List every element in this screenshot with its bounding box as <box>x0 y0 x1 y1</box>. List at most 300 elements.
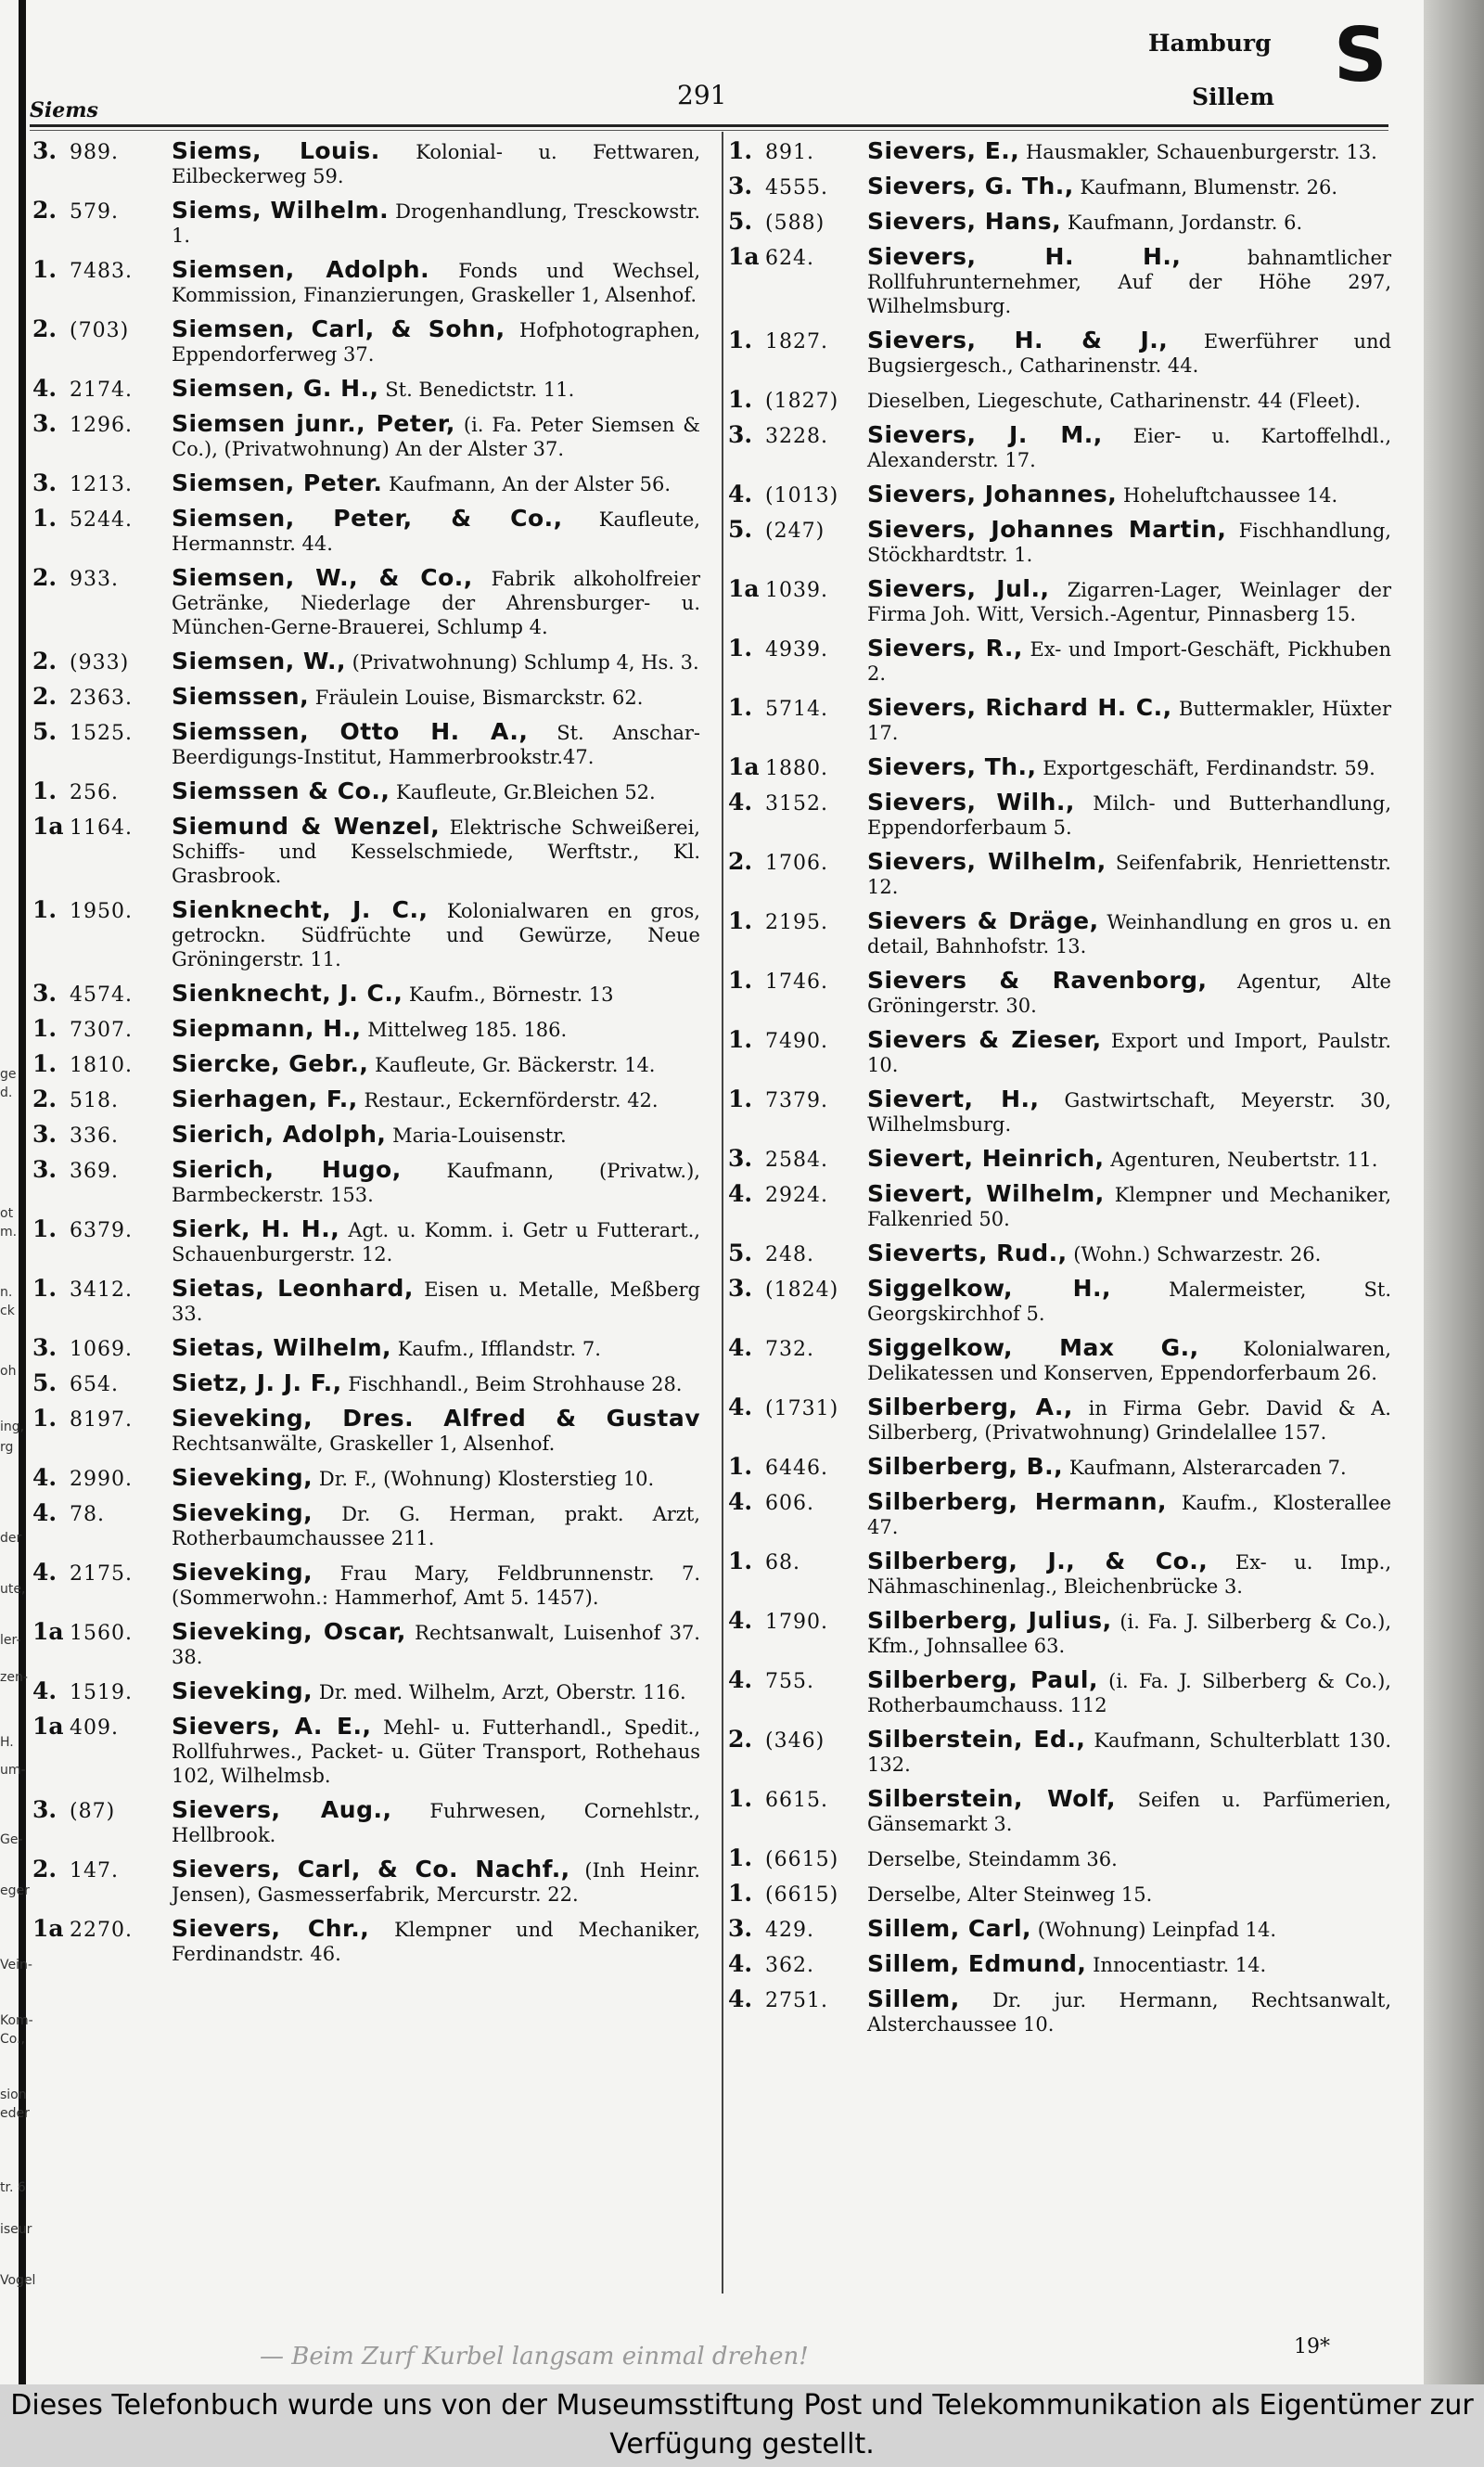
entry-phone-block <box>32 1407 170 1433</box>
entry-phone-block <box>32 317 170 343</box>
entry-name: Siemsen, Carl, & Sohn, <box>172 315 505 342</box>
entry-phone-number: 4939. <box>765 638 828 662</box>
entry-name: Sievert, Heinrich, <box>867 1145 1105 1172</box>
entry-phone-block <box>32 1679 170 1705</box>
left-column <box>32 139 700 1976</box>
entry-details: Restaur., Eckernförderstr. 42. <box>364 1089 659 1111</box>
directory-entry <box>728 388 1391 413</box>
entry-listing <box>172 412 700 461</box>
entry-phone-block <box>728 1952 865 1978</box>
entry-details: Kaufmann, Alsterarcaden 7. <box>1068 1457 1347 1479</box>
gutter-fragment: n. <box>0 1285 13 1300</box>
directory-entry <box>32 471 700 496</box>
entry-exchange-office: 4. <box>728 1987 753 2012</box>
entry-exchange-office: 1a <box>728 755 760 780</box>
entry-phone-number: 256. <box>70 781 119 804</box>
entry-name: Siemsen, W., & Co., <box>172 564 473 591</box>
entry-name: Siemsen, Peter, & Co., <box>172 505 563 532</box>
directory-entry <box>32 1158 700 1207</box>
gutter-fragment: sion <box>0 2088 27 2102</box>
entry-name: Siemsen, Adolph. <box>172 256 430 283</box>
entry-phone-block <box>728 245 865 271</box>
entry-details: Hausmakler, Schauenburgerstr. 13. <box>1025 141 1377 163</box>
entry-phone-block <box>728 1609 865 1635</box>
directory-entry <box>32 982 700 1007</box>
entry-listing <box>172 685 700 710</box>
entry-phone-block <box>728 850 865 876</box>
entry-listing <box>867 1490 1391 1539</box>
entry-details: Fonds und Wechsel, Kommission, Finanzierungen, Graskeller 1, Alsenhof. <box>172 260 700 306</box>
entry-name: Sievers & Zieser, <box>867 1026 1102 1053</box>
entry-exchange-office: 1. <box>32 507 58 532</box>
entry-phone-number: 8197. <box>70 1408 133 1432</box>
entry-exchange-office: 1. <box>728 636 753 662</box>
entry-phone-number: 624. <box>765 247 814 270</box>
entry-details: (Inh Heinr. Jensen), Gasmesserfabrik, Mercurstr. 22. <box>172 1859 700 1906</box>
entry-exchange-office: 1. <box>32 779 58 804</box>
entry-listing <box>867 577 1391 626</box>
entry-listing <box>867 1241 1391 1266</box>
entry-phone-number: 1706. <box>765 852 828 875</box>
directory-entry <box>728 696 1391 745</box>
entry-listing <box>867 969 1391 1018</box>
entry-phone-number: 1790. <box>765 1611 828 1634</box>
directory-entry <box>32 1052 700 1077</box>
entry-phone-block <box>32 1371 170 1397</box>
entry-phone-block <box>728 1549 865 1575</box>
directory-entry <box>728 1728 1391 1777</box>
entry-listing <box>867 696 1391 745</box>
entry-exchange-office: 2. <box>32 685 58 710</box>
entry-phone-block <box>32 1277 170 1303</box>
entry-exchange-office: 1. <box>32 1217 58 1242</box>
entry-phone-number: 2924. <box>765 1184 828 1207</box>
entry-exchange-office: 1a <box>32 815 64 840</box>
entry-listing <box>867 1728 1391 1777</box>
entry-listing <box>867 1277 1391 1326</box>
entry-name: Sievers, Carl, & Co. Nachf., <box>172 1856 570 1882</box>
entry-listing <box>172 1407 700 1456</box>
entry-details: Derselbe, Alter Steinweg 15. <box>867 1883 1153 1906</box>
entry-name: Sierk, H. H., <box>172 1215 340 1242</box>
entry-exchange-office: 5. <box>728 210 753 235</box>
entry-details: Klempner und Mechaniker, Falkenried 50. <box>867 1184 1391 1230</box>
entry-listing <box>172 471 700 496</box>
entry-phone-number: 1525. <box>70 722 133 745</box>
directory-entry <box>728 1241 1391 1266</box>
entry-name: Sievers, Jul., <box>867 575 1050 602</box>
entry-listing <box>867 210 1391 235</box>
right-column <box>728 139 1391 2047</box>
entry-exchange-office: 4. <box>32 1561 58 1586</box>
entry-details: Fabrik alkoholfreier Getränke, Niederlage der Ahrensburger- u. München-Gerne-Brauerei, Schlump 4. <box>172 568 700 638</box>
directory-entry <box>728 1028 1391 1077</box>
entry-listing <box>867 1917 1391 1942</box>
entry-details: Kaufmann, Schulterblatt 130. 132. <box>867 1729 1391 1776</box>
entry-phone-block <box>32 779 170 805</box>
directory-entry <box>32 1407 700 1456</box>
entry-phone-number: 2195. <box>765 911 828 934</box>
entry-exchange-office: 4. <box>728 1336 753 1361</box>
entry-listing <box>867 423 1391 472</box>
entry-name: Sietas, Wilhelm, <box>172 1334 392 1361</box>
entry-phone-number: 5714. <box>765 698 828 721</box>
entry-name: Sievers, A. E., <box>172 1713 372 1740</box>
entry-name: Siemsen, G. H., <box>172 375 379 402</box>
entry-phone-block <box>728 1728 865 1754</box>
entry-phone-number: (6615) <box>765 1883 839 1907</box>
entry-listing <box>867 1668 1391 1717</box>
entry-details: Kaufm., Klosterallee 47. <box>867 1492 1391 1538</box>
entry-name: Sieveking, <box>172 1499 313 1526</box>
entry-name: Sievers, Richard H. C., <box>867 694 1172 721</box>
entry-details: (Privatwohnung) Schlump 4, Hs. 3. <box>352 651 699 674</box>
entry-listing <box>172 1277 700 1326</box>
entry-phone-number: 755. <box>765 1670 814 1693</box>
entry-details: bahnamtlicher Rollfuhrunternehmer, Auf der Höhe 297, Wilhelmsburg. <box>867 247 1391 317</box>
entry-phone-number: 2175. <box>70 1562 133 1586</box>
entry-details: Dr. F., (Wohnung) Klosterstieg 10. <box>318 1468 655 1490</box>
directory-entry <box>728 174 1391 199</box>
entry-phone-block <box>728 1917 865 1943</box>
entry-details: Kaufmann, Blumenstr. 26. <box>1080 176 1338 199</box>
entry-name: Sierich, Hugo, <box>172 1156 402 1183</box>
entry-listing <box>867 174 1391 199</box>
directory-entry <box>32 507 700 556</box>
entry-name: Siepmann, H., <box>172 1015 362 1042</box>
directory-entry <box>728 1609 1391 1658</box>
entry-exchange-office: 3. <box>32 1123 58 1148</box>
entry-details: Eier- u. Kartoffelhdl., Alexanderstr. 17. <box>867 425 1391 471</box>
directory-entry <box>728 1395 1391 1445</box>
entry-details: Malermeister, St. Georgskirchhof 5. <box>867 1278 1391 1325</box>
directory-entry <box>728 1917 1391 1942</box>
entry-listing <box>867 1028 1391 1077</box>
entry-details: Zigarren-Lager, Weinlager der Firma Joh. Witt, Versich.-Agentur, Pinnasberg 15. <box>867 579 1391 625</box>
entry-details: Elektrische Schweißerei, Schiffs- und Kesselschmiede, Werftstr., Kl. Grasbrook. <box>172 816 700 887</box>
entry-phone-number: 1827. <box>765 330 828 353</box>
entry-exchange-office: 3. <box>728 174 753 199</box>
entry-phone-block <box>32 685 170 711</box>
entry-phone-number: (703) <box>70 319 130 342</box>
entry-exchange-office: 1. <box>32 1407 58 1432</box>
entry-phone-block <box>32 1052 170 1078</box>
directory-entry <box>32 1917 700 1966</box>
entry-listing <box>172 1798 700 1847</box>
entry-phone-number: 3152. <box>765 792 828 816</box>
entry-name: Sievers, Johannes Martin, <box>867 516 1227 543</box>
entry-phone-block <box>32 1561 170 1587</box>
entry-listing <box>867 1549 1391 1599</box>
entry-name: Sienknecht, J. C., <box>172 980 403 1007</box>
entry-exchange-office: 2. <box>32 566 58 591</box>
entry-name: Siggelkow, Max G., <box>867 1334 1199 1361</box>
entry-details: Kaufleute, Gr. Bäckerstr. 14. <box>375 1054 656 1076</box>
entry-phone-number: 7379. <box>765 1089 828 1112</box>
entry-phone-number: (1824) <box>765 1278 839 1302</box>
entry-listing <box>867 1087 1391 1137</box>
entry-listing <box>172 1857 700 1907</box>
credit-banner: Dieses Telefonbuch wurde uns von der Museumsstiftung Post und Telekommunikation als Eigentümer zur Verfügung gestellt. <box>0 2384 1484 2467</box>
entry-listing <box>172 1501 700 1550</box>
directory-entry <box>32 566 700 639</box>
entry-phone-number: 3412. <box>70 1278 133 1302</box>
directory-entry <box>728 210 1391 235</box>
entry-phone-number: 606. <box>765 1492 814 1515</box>
directory-entry <box>32 1123 700 1148</box>
entry-details: St. Anschar-Beerdigungs-Institut, Hammerbrookstr.47. <box>172 722 700 768</box>
directory-entry <box>32 898 700 971</box>
entry-listing <box>172 1561 700 1610</box>
entry-exchange-office: 3. <box>32 1158 58 1183</box>
entry-name: Sierich, Adolph, <box>172 1121 387 1148</box>
entry-details: Milch- und Butterhandlung, Eppendorferbaum 5. <box>867 792 1391 839</box>
entry-phone-number: 6446. <box>765 1457 828 1480</box>
entry-name: Siemsen, Peter. <box>172 469 383 496</box>
entry-phone-number: (1013) <box>765 484 839 508</box>
directory-entry <box>728 423 1391 472</box>
entry-listing <box>172 1679 700 1704</box>
entry-name: Sievert, Wilhelm, <box>867 1180 1105 1207</box>
entry-details: Dr. jur. Hermann, Rechtsanwalt, Alsterchaussee 10. <box>867 1989 1391 2036</box>
entry-name: Siemssen, Otto H. A., <box>172 718 529 745</box>
entry-phone-number: 7483. <box>70 260 133 283</box>
directory-entry <box>728 1549 1391 1599</box>
entry-details: Fischhandlung, Stöckhardtstr. 1. <box>867 520 1391 566</box>
entry-listing <box>867 1147 1391 1172</box>
gutter-fragment: ot <box>0 1206 14 1221</box>
entry-details: Mittelweg 185. 186. <box>367 1019 568 1041</box>
entry-phone-block <box>728 518 865 544</box>
entry-exchange-office: 1. <box>32 1017 58 1042</box>
entry-exchange-office: 4. <box>728 790 753 816</box>
gutter-fragment: Vogel <box>0 2273 36 2288</box>
entry-exchange-office: 1. <box>728 1455 753 1480</box>
entry-name: Sievers, Th., <box>867 753 1037 780</box>
entry-details: Mehl- u. Futterhandl., Spedit., Rollfuhrwes., Packet- u. Güter Transport, Rothehaus 102, Wilhelmsb. <box>172 1716 700 1787</box>
entry-name: Silberberg, B., <box>867 1453 1064 1480</box>
entry-phone-block <box>32 1620 170 1646</box>
entry-listing <box>172 815 700 888</box>
entry-phone-number: (87) <box>70 1800 116 1823</box>
entry-phone-number: 518. <box>70 1089 119 1112</box>
entry-exchange-office: 1. <box>32 1277 58 1302</box>
entry-listing <box>867 328 1391 378</box>
header-rule-thin <box>30 130 1388 131</box>
entry-listing <box>867 482 1391 508</box>
entry-exchange-office: 3. <box>32 139 58 164</box>
page-edge-shadow <box>1424 0 1484 2384</box>
entry-exchange-office: 4. <box>728 1490 753 1515</box>
entry-exchange-office: 3. <box>728 423 753 448</box>
entry-phone-number: 369. <box>70 1160 119 1183</box>
gutter-fragment: um- <box>0 1763 26 1778</box>
entry-details: Dieselben, Liegeschute, Catharinenstr. 44 (Fleet). <box>867 390 1362 412</box>
entry-listing <box>867 1952 1391 1977</box>
entry-details: Ex- u. Imp., Nähmaschinenlag., Bleichenbrücke 3. <box>867 1551 1392 1598</box>
entry-phone-number: (247) <box>765 520 825 543</box>
entry-exchange-office: 2. <box>32 199 58 224</box>
entry-details: in Firma Gebr. David & A. Silberberg, (Privatwohnung) Grindelallee 157. <box>867 1397 1391 1444</box>
entry-details: Kolonialwaren, Delikatessen und Konserven, Eppendorferbaum 26. <box>867 1338 1391 1384</box>
entry-exchange-office: 2. <box>32 317 58 342</box>
entry-listing <box>172 1217 700 1266</box>
entry-exchange-office: 4. <box>32 377 58 402</box>
directory-entry <box>728 1490 1391 1539</box>
entry-details: Kaufmann, (Privatw.), Barmbeckerstr. 153. <box>172 1160 700 1206</box>
entry-listing <box>172 1371 700 1396</box>
entry-phone-block <box>728 174 865 200</box>
entry-phone-block <box>32 982 170 1008</box>
page-number: 291 <box>677 80 727 110</box>
entry-exchange-office: 4. <box>32 1679 58 1704</box>
entry-listing <box>867 1846 1391 1871</box>
entry-exchange-office: 5. <box>32 720 58 745</box>
entry-details: (i. Fa. J. Silberberg & Co.), Rotherbaumchauss. 112 <box>867 1670 1391 1716</box>
entry-exchange-office: 3. <box>32 471 58 496</box>
header-right-word: Sillem <box>1192 84 1274 110</box>
entry-listing <box>172 258 700 307</box>
entry-phone-block <box>728 1455 865 1481</box>
entry-phone-block <box>32 1217 170 1243</box>
entry-phone-block <box>32 566 170 592</box>
directory-entry <box>32 1679 700 1704</box>
entry-phone-block <box>728 1087 865 1113</box>
directory-entry <box>728 577 1391 626</box>
entry-exchange-office: 1. <box>728 328 753 353</box>
directory-entry <box>32 412 700 461</box>
entry-listing <box>867 636 1391 686</box>
entry-details: Seifen u. Parfümerien, Gänsemarkt 3. <box>867 1789 1391 1835</box>
entry-phone-number: 1519. <box>70 1681 133 1704</box>
entry-phone-number: 3228. <box>765 425 828 448</box>
entry-phone-block <box>728 1668 865 1694</box>
directory-entry <box>32 1561 700 1610</box>
entry-listing <box>172 566 700 639</box>
entry-exchange-office: 3. <box>32 1798 58 1823</box>
entry-listing <box>867 1455 1391 1480</box>
entry-name: Silberstein, Ed., <box>867 1726 1086 1753</box>
entry-name: Sillem, <box>867 1985 960 2012</box>
entry-name: Siemssen & Co., <box>172 777 390 804</box>
entry-phone-block <box>32 649 170 675</box>
entry-details: Kaufmann, An der Alster 56. <box>389 473 671 495</box>
entry-listing <box>172 139 700 188</box>
entry-phone-block <box>728 388 865 414</box>
directory-entry <box>728 1846 1391 1871</box>
entry-phone-block <box>728 969 865 995</box>
gutter-fragment: m. <box>0 1225 18 1240</box>
entry-name: Siemssen, <box>172 683 310 710</box>
gutter-fragment: eder <box>0 2106 30 2121</box>
gutter-fragment: ler- <box>0 1633 21 1648</box>
entry-phone-number: 2363. <box>70 687 133 710</box>
entry-details: Kolonial- u. Fettwaren, Eilbeckerweg 59. <box>172 141 700 187</box>
entry-details: Kolonialwaren en gros, getrockn. Südfrüchte und Gewürze, Neue Gröningerstr. 11. <box>172 900 700 970</box>
entry-phone-number: (346) <box>765 1729 825 1753</box>
entry-phone-number: 6379. <box>70 1219 133 1242</box>
directory-entry <box>728 245 1391 318</box>
entry-details: Kaufmann, Jordanstr. 6. <box>1067 212 1303 234</box>
entry-details: Maria-Louisenstr. <box>392 1124 567 1147</box>
directory-entry <box>32 1017 700 1042</box>
directory-entry <box>32 1466 700 1491</box>
entry-name: Sieveking, <box>172 1559 313 1586</box>
entry-exchange-office: 2. <box>728 850 753 875</box>
entry-phone-block <box>728 1277 865 1303</box>
entry-listing <box>867 518 1391 567</box>
entry-exchange-office: 4. <box>728 1668 753 1693</box>
entry-phone-number: 78. <box>70 1503 105 1526</box>
directory-entry <box>728 1882 1391 1907</box>
entry-details: Agt. u. Komm. i. Getr u Futterart., Schauenburgerstr. 12. <box>172 1219 700 1266</box>
entry-name: Sillem, Edmund, <box>867 1950 1087 1977</box>
entry-phone-block <box>728 1147 865 1173</box>
entry-exchange-office: 1. <box>728 1787 753 1812</box>
directory-entry <box>728 1336 1391 1385</box>
entry-phone-block <box>32 1336 170 1362</box>
entry-phone-block <box>32 412 170 438</box>
entry-listing <box>867 1609 1391 1658</box>
gutter-fragment: Co., <box>0 2032 25 2047</box>
entry-details: Kaufleute, Hermannstr. 44. <box>172 508 700 555</box>
entry-phone-number: 429. <box>765 1919 814 1942</box>
entry-phone-block <box>32 1917 170 1943</box>
gutter-fragment: ute, <box>0 1582 26 1597</box>
entry-name: Sievers, H. H., <box>867 243 1182 270</box>
gutter-fragment: ge <box>0 1067 17 1082</box>
entry-phone-block <box>728 1882 865 1908</box>
entry-exchange-office: 3. <box>32 982 58 1007</box>
entry-name: Sieveking, <box>172 1677 313 1704</box>
entry-exchange-office: 1. <box>728 696 753 721</box>
entry-details: Seifenfabrik, Henriettenstr. 12. <box>867 852 1391 898</box>
entry-details: (i. Fa. J. Silberberg & Co.), Kfm., Johnsallee 63. <box>867 1611 1391 1657</box>
entry-listing <box>172 1336 700 1361</box>
entry-listing <box>172 1620 700 1669</box>
entry-exchange-office: 5. <box>728 518 753 543</box>
directory-entry <box>32 1277 700 1326</box>
directory-entry <box>32 1336 700 1361</box>
entry-phone-block <box>728 1028 865 1054</box>
entry-phone-number: 336. <box>70 1124 119 1148</box>
entry-phone-block <box>728 1241 865 1267</box>
directory-entry <box>728 1455 1391 1480</box>
entry-phone-block <box>728 1787 865 1813</box>
entry-phone-number: 409. <box>70 1716 119 1740</box>
gutter-fragment: der <box>0 1531 22 1546</box>
entry-details: Eisen u. Metalle, Meßberg 33. <box>172 1278 700 1325</box>
entry-phone-block <box>32 1857 170 1883</box>
entry-phone-block <box>728 1336 865 1362</box>
entry-details: Rechtsanwälte, Graskeller 1, Alsenhof. <box>172 1433 556 1455</box>
entry-name: Sievers, Johannes, <box>867 481 1118 508</box>
directory-entry <box>728 909 1391 958</box>
entry-exchange-office: 1. <box>728 969 753 994</box>
entry-phone-number: 2584. <box>765 1149 828 1172</box>
entry-details: Gastwirtschaft, Meyerstr. 30, Wilhelmsburg. <box>867 1089 1391 1136</box>
entry-exchange-office: 4. <box>32 1501 58 1526</box>
entry-details: Agenturen, Neubertstr. 11. <box>1110 1149 1378 1171</box>
entry-phone-number: 4555. <box>765 176 828 199</box>
entry-phone-number: 732. <box>765 1338 814 1361</box>
entry-listing <box>172 1017 700 1042</box>
directory-entry <box>728 1147 1391 1172</box>
entry-phone-block <box>728 696 865 722</box>
entry-phone-block <box>728 1395 865 1421</box>
directory-entry <box>728 1952 1391 1977</box>
directory-entry <box>728 1277 1391 1326</box>
